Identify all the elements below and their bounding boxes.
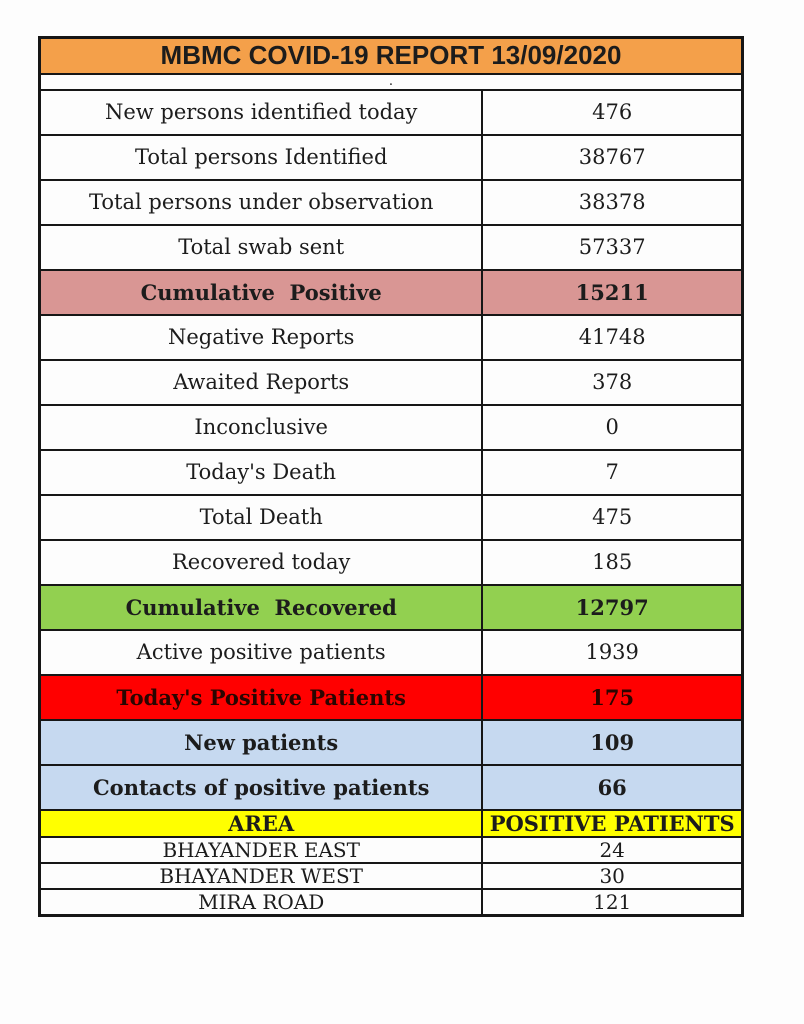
title-row [40,38,743,74]
table-row [40,630,743,675]
table-row [40,495,743,540]
area-header-row [40,810,743,837]
row-value: 1939 [482,630,742,675]
table-row [40,540,743,585]
row-value: 38378 [482,180,742,225]
row-value: 15211 [482,270,742,315]
row-label: Awaited Reports [40,360,483,405]
table-row [40,450,743,495]
area-name: BHAYANDER WEST [40,863,483,889]
table-row [40,180,743,225]
area-name: MIRA ROAD [40,889,483,916]
row-label: New persons identified today [40,90,483,135]
table-row [40,405,743,450]
positive-patients-column-header: POSITIVE PATIENTS [482,810,742,837]
row-value: 476 [482,90,742,135]
table-row [40,270,743,315]
table-row [40,315,743,360]
row-label: Cumulative Recovered [40,585,483,630]
row-label: Recovered today [40,540,483,585]
note-row [40,74,743,90]
report-table-body [40,90,743,810]
row-label: Today's Positive Patients [40,675,483,720]
row-value: 57337 [482,225,742,270]
row-value: 378 [482,360,742,405]
area-table-body [40,837,743,916]
table-row [40,90,743,135]
row-value: 38767 [482,135,742,180]
row-label: Cumulative Positive [40,270,483,315]
table-row [40,863,743,889]
row-value: 41748 [482,315,742,360]
table-row [40,889,743,916]
area-positive-count: 30 [482,863,742,889]
area-name: BHAYANDER EAST [40,837,483,863]
row-label: Today's Death [40,450,483,495]
table-row [40,765,743,810]
table-row [40,675,743,720]
row-value: 7 [482,450,742,495]
row-value: 66 [482,765,742,810]
table-row [40,837,743,863]
table-row [40,135,743,180]
row-label: Total persons Identified [40,135,483,180]
row-label: Inconclusive [40,405,483,450]
row-label: Total swab sent [40,225,483,270]
note-dot: . [40,74,743,90]
area-positive-count: 24 [482,837,742,863]
row-value: 175 [482,675,742,720]
row-value: 109 [482,720,742,765]
covid-report-table [38,36,744,917]
row-value: 0 [482,405,742,450]
row-label: New patients [40,720,483,765]
row-label: Total Death [40,495,483,540]
area-positive-count: 121 [482,889,742,916]
table-row [40,585,743,630]
row-label: Contacts of positive patients [40,765,483,810]
report-title: MBMC COVID-19 REPORT 13/09/2020 [40,38,743,74]
row-label: Total persons under observation [40,180,483,225]
row-label: Negative Reports [40,315,483,360]
row-value: 185 [482,540,742,585]
row-label: Active positive patients [40,630,483,675]
row-value: 12797 [482,585,742,630]
row-value: 475 [482,495,742,540]
area-column-header: AREA [40,810,483,837]
table-row [40,360,743,405]
table-row [40,720,743,765]
table-row [40,225,743,270]
